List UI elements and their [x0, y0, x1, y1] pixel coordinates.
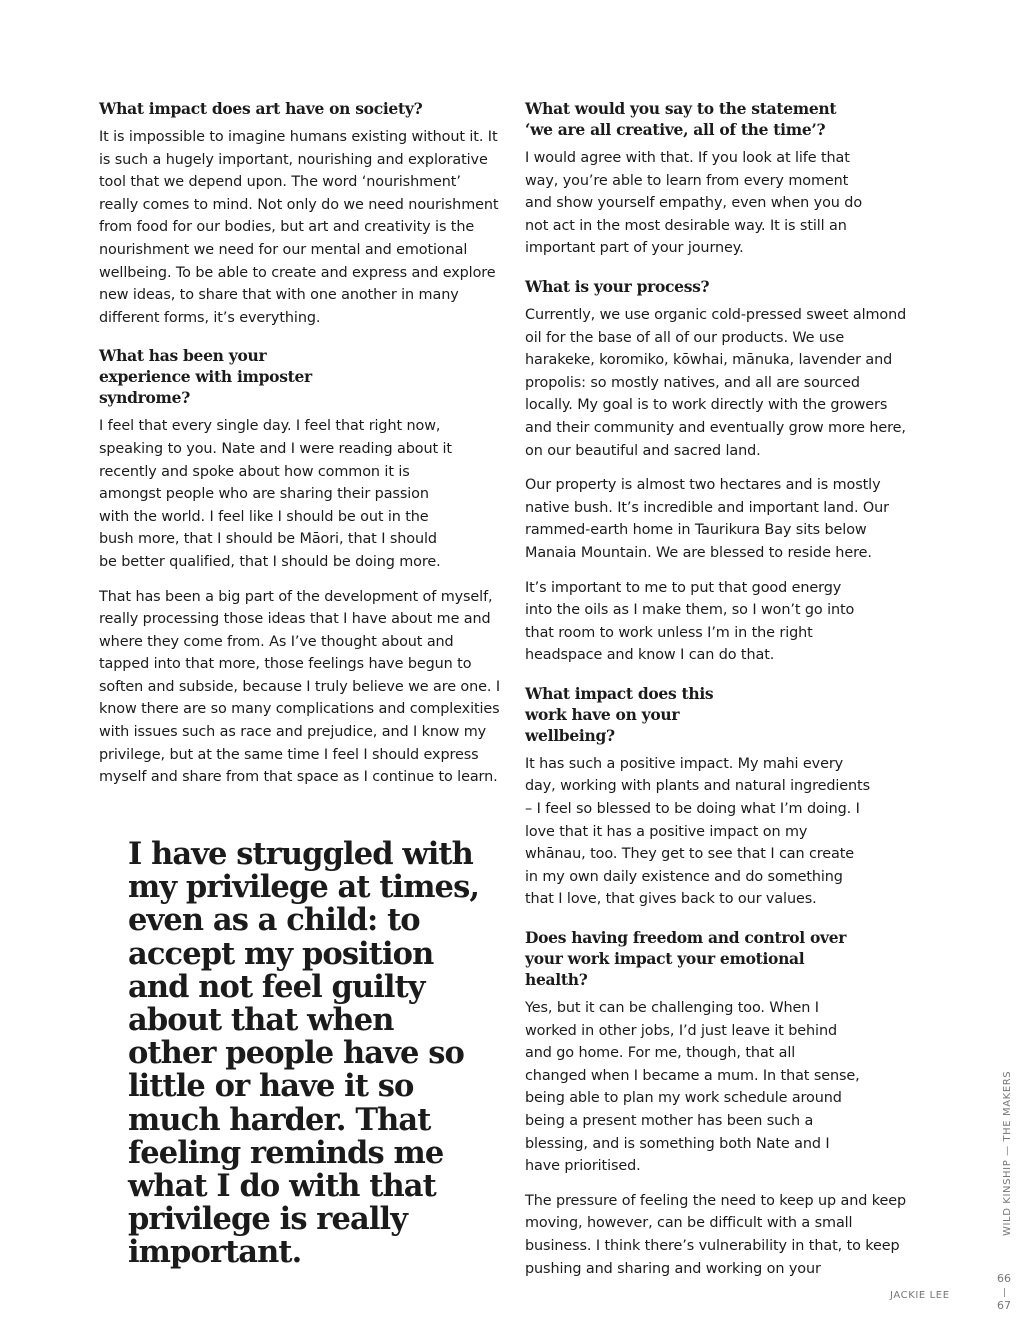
page-number-divider: [1004, 1288, 1005, 1297]
answer-paragraph: I feel that every single day. I feel that right now, speaking to you. Nate and I were reading about it recently and spoke about how common it is amongst people who are sharing their passion with the world. I feel like I should be out in the bush more, that I should be Māori, that I should be better qualified, that I should be doing more.: [99, 418, 452, 570]
page-number-right: 67: [997, 1299, 1011, 1312]
answer-paragraph: The pressure of feeling the need to keep up and keep moving, however, can be difficult with a small business. I think there’s vulnerability in that, to keep pushing and sharing and working on your: [525, 1192, 907, 1277]
qa-section: [525, 98, 910, 260]
qa-section: [525, 927, 910, 1280]
answer-paragraph: I would agree with that. If you look at life that way, you’re able to learn from every moment and show yourself empathy, even when you do not act in the most desirable way. It is still an important part of your journey.: [525, 150, 863, 257]
pull-quote: I have struggled with my privilege at times, even as a child: to accept my position and not feel guilty about that when other people have so little or have it so much harder. That feeling reminds me what I do with that privilege is really important.: [128, 836, 480, 1271]
answer-paragraph: It’s important to me to put that good energy into the oils as I make them, so I won’t go into that room to work unless I’m in the right headspace and know I can do that.: [525, 579, 855, 664]
author-name: JACKIE LEE: [890, 1290, 950, 1301]
answer-paragraph: Our property is almost two hectares and is mostly native bush. It’s incredible and important land. Our rammed-earth home in Taurikura Bay sits below Manaia Mountain. We are blessed to reside here.: [525, 477, 889, 561]
page-numbers: [994, 1272, 1014, 1313]
qa-section: [525, 276, 910, 667]
question-heading: What impact does this work have on your wellbeing?: [525, 683, 714, 745]
left-column: [99, 98, 503, 805]
qa-section: [525, 683, 910, 911]
answer-paragraph: That has been a big part of the development of myself, really processing those ideas that I have about me and where they come from. As I’ve thought about and tapped into that more, those feelings have begun to soften and subside, because I truly believe we are one. I know there are so many complications and complexities with issues such as race and prejudice, and I know my privilege, but at the same time I feel I should express myself and share from that space as I continue to learn.: [99, 588, 500, 786]
running-title: WILD KINSHIP — THE MAKERS: [1002, 1070, 1013, 1236]
right-column: [525, 98, 910, 1296]
qa-section: [99, 98, 503, 329]
question-heading: Does having freedom and control over your work impact your emotional health?: [525, 928, 847, 990]
question-heading: What impact does art have on society?: [99, 99, 423, 118]
question-heading: What has been your experience with imposter syndrome?: [99, 346, 312, 408]
page-number-left: 66: [997, 1272, 1011, 1285]
question-heading: What is your process?: [525, 276, 710, 296]
answer-paragraph: Yes, but it can be challenging too. When I worked in other jobs, I’d just leave it behind and go home. For me, though, that all changed when I became a mum. In that sense, being able to plan my work schedule around being a present mother has been such a blessing, and is something both Nate and I have prioritised.: [525, 1000, 860, 1175]
qa-section: [99, 345, 503, 789]
question-heading: What would you say to the statement ‘we are all creative, all of the time’?: [525, 99, 837, 139]
answer-paragraph: It has such a positive impact. My mahi every day, working with plants and natural ingredients – I feel so blessed to be doing what I’m doing. I love that it has a positive impact on my whānau, too. They get to see that I can create in my own daily existence and do something that I love, that gives back to our values.: [525, 755, 870, 908]
answer-paragraph: Currently, we use organic cold-pressed sweet almond oil for the base of all of our products. We use harakeke, koromiko, kōwhai, mānuka, lavender and propolis: so mostly natives, and all are sourced locally. My goal is to work directly with the growers and their community and eventually grow more here, on our beautiful and sacred land.: [525, 306, 907, 459]
answer-paragraph: It is impossible to imagine humans existing without it. It is such a hugely important, nourishing and explorative tool that we depend upon. The word ‘nourishment’ really comes to mind. Not only do we need nourishment from food for our bodies, but art and creativity is the nourishment we need for our mental and emotional wellbeing. To be able to create and express and explore new ideas, to share that with one another in many different forms, it’s everything.: [99, 129, 499, 326]
